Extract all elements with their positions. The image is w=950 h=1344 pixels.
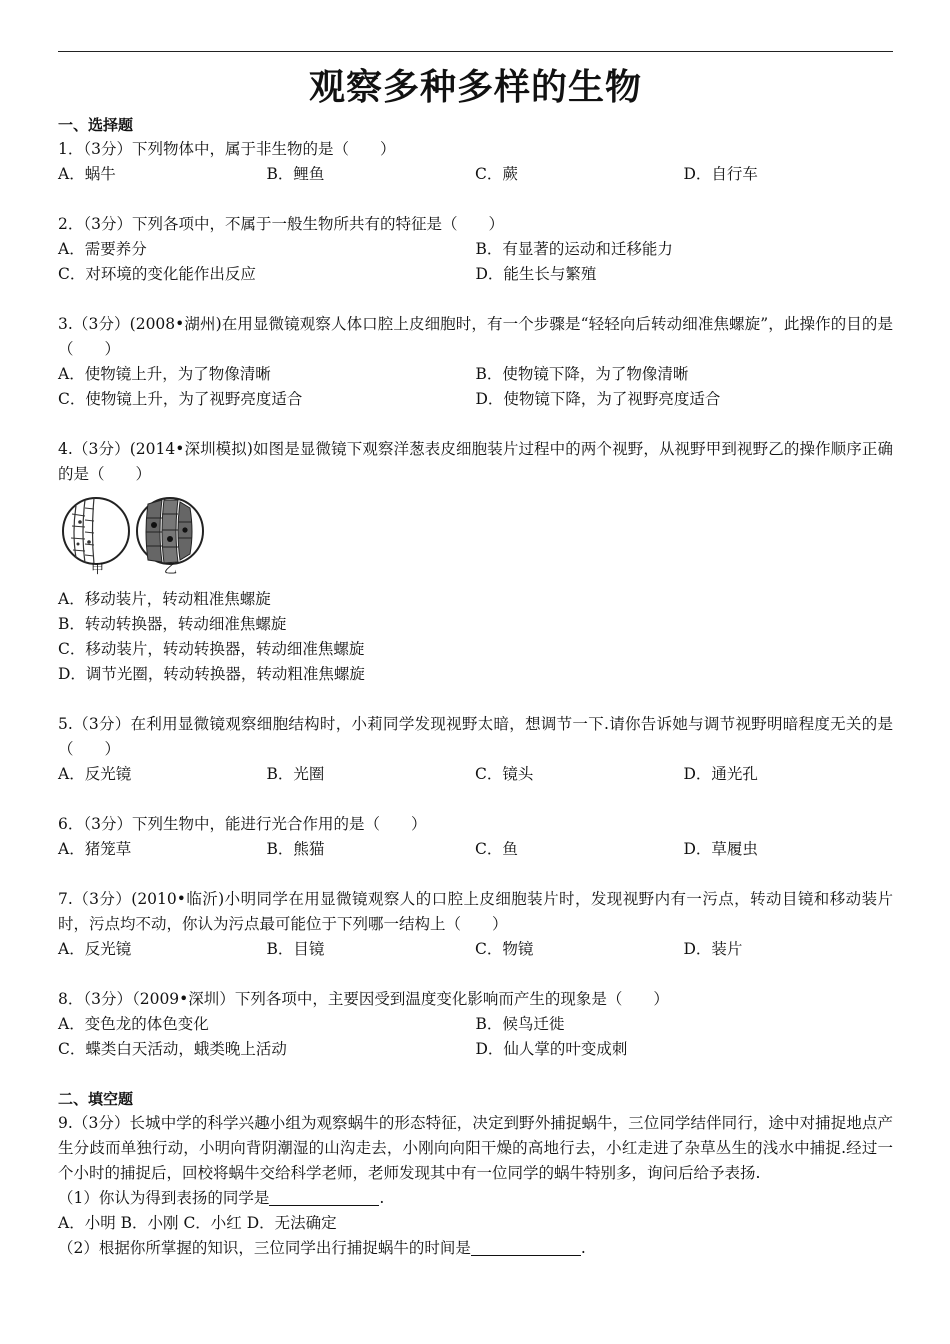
option-row [58, 387, 893, 412]
question-1 [58, 137, 893, 187]
option-b: B．有显著的运动和迁移能力 [475, 240, 673, 258]
question-3 [58, 312, 893, 412]
option-row [58, 237, 893, 262]
option-b: B．熊猫 [266, 840, 325, 858]
option-b: B．目镜 [266, 940, 325, 958]
option-c: C．对环境的变化能作出反应 [58, 265, 256, 283]
question-stem: 9.（3分）长城中学的科学兴趣小组为观察蜗牛的形态特征，决定到野外捕捉蜗牛，三位同学结伴同行，途中对捕捉地点产生分歧而单独行动，小明向背阴潮湿的山沟走去，小刚向向阳干燥的高地行去，小红走进了杂草丛生的浅水中捕捉.经过一个小时的捕捉后，回校将蜗牛交给科学老师，老师发现其中有一位同学的蜗牛特别多，询问后给予表扬. [58, 1114, 893, 1182]
option-c: C．鱼 [475, 840, 518, 858]
question-6 [58, 812, 893, 862]
option-a: A．需要养分 [58, 240, 147, 258]
option-c: C．蝶类白天活动，蛾类晚上活动 [58, 1040, 287, 1058]
option-d: D．装片 [683, 940, 743, 958]
question-2 [58, 212, 893, 287]
option-a: A．反光镜 [58, 765, 132, 783]
option-row [58, 1037, 893, 1062]
field-jia [63, 498, 129, 564]
answer-blank-1[interactable] [269, 1189, 379, 1206]
option-a: A．反光镜 [58, 940, 132, 958]
sub-question-1 [58, 1186, 893, 1211]
field-yi [137, 498, 203, 564]
sub-question-1-text: （1）你认为得到表扬的同学是 [58, 1189, 270, 1207]
option-d: D．通光孔 [683, 765, 758, 783]
option-c: C．物镜 [475, 940, 534, 958]
sub-question-2-text: （2）根据你所掌握的知识，三位同学出行捕捉蜗牛的时间是 [58, 1239, 471, 1257]
question-4 [58, 437, 893, 487]
option-a: A．蜗牛 [58, 165, 116, 183]
option-c: C．使物镜上升，为了视野亮度适合 [58, 390, 303, 408]
option-b: B．鲤鱼 [266, 165, 325, 183]
answer-blank-2[interactable] [471, 1239, 581, 1256]
option-d: D．调节光圈，转动转换器，转动粗准焦螺旋 [58, 665, 365, 683]
option-d: D．草履虫 [683, 840, 758, 858]
section-heading-fill: 二、填空题 [58, 1090, 134, 1108]
option-row [58, 837, 893, 862]
question-stem: 2．（3分）下列各项中，不属于一般生物所共有的特征是（ ） [58, 215, 504, 233]
section-heading-choice: 一、选择题 [58, 116, 134, 134]
option-a: A．变色龙的体色变化 [58, 1015, 209, 1033]
option-b: B．使物镜下降，为了物像清晰 [475, 365, 689, 383]
page-title: 观察多种多样的生物 [308, 67, 642, 108]
option-row [58, 162, 893, 187]
option-row [58, 262, 893, 287]
question-stem: 6．（3分）下列生物中，能进行光合作用的是（ ） [58, 815, 427, 833]
option-a: A．移动装片，转动粗准焦螺旋 [58, 590, 271, 608]
option-d: D．自行车 [683, 165, 758, 183]
option-a: A．使物镜上升，为了物像清晰 [58, 365, 271, 383]
header-rule [58, 51, 893, 52]
option-d: D．仙人掌的叶变成刺 [475, 1040, 628, 1058]
option-b: B．候鸟迁徙 [475, 1015, 565, 1033]
sub-question-1-options: A．小明 B．小刚 C．小红 D．无法确定 [58, 1214, 337, 1232]
sub-question-2 [58, 1236, 893, 1261]
question-stem: 4.（3分）(2014•深圳模拟)如图是显微镜下观察洋葱表皮细胞装片过程中的两个视野，从视野甲到视野乙的操作顺序正确的是（ ） [58, 440, 893, 483]
period: . [379, 1189, 385, 1207]
question-stem: 7.（3分）(2010•临沂)小明同学在用显微镜观察人的口腔上皮细胞装片时，发现视野内有一污点，转动目镜和移动装片时，污点均不动，你认为污点最可能位于下列哪一结构上（ ） [58, 890, 893, 933]
option-c: C．移动装片，转动转换器，转动细准焦螺旋 [58, 640, 365, 658]
question-stem: 3.（3分）(2008•湖州)在用显微镜观察人体口腔上皮细胞时，有一个步骤是“轻轻向后转动细准焦螺旋”，此操作的目的是（ ） [58, 315, 893, 358]
option-c: C．镜头 [475, 765, 534, 783]
option-d: D．能生长与繁殖 [475, 265, 597, 283]
microscope-fields-figure [58, 492, 208, 582]
question-8 [58, 987, 893, 1062]
question-stem: 5.（3分）在利用显微镜观察细胞结构时，小莉同学发现视野太暗，想调节一下.请你告诉她与调节视野明暗程度无关的是（ ） [58, 715, 893, 758]
figure-label-yi: 乙 [164, 562, 178, 577]
question-stem: 8．（3分）（2009•深圳）下列各项中，主要因受到温度变化影响而产生的现象是（ ） [58, 990, 669, 1008]
question-4-options [58, 587, 893, 687]
period: . [580, 1239, 586, 1257]
option-a: A．猪笼草 [58, 840, 132, 858]
option-c: C．蕨 [475, 165, 518, 183]
question-7 [58, 887, 893, 962]
question-5 [58, 712, 893, 787]
option-b: B．转动转换器，转动细准焦螺旋 [58, 615, 287, 633]
question-9 [58, 1111, 893, 1261]
option-row [58, 362, 893, 387]
option-row [58, 1012, 893, 1037]
question-stem: 1．（3分）下列物体中，属于非生物的是（ ） [58, 140, 396, 158]
figure-label-jia: 甲 [91, 562, 105, 577]
option-row [58, 762, 893, 787]
option-b: B．光圈 [266, 765, 325, 783]
option-d: D．使物镜下降，为了视野亮度适合 [475, 390, 721, 408]
option-row [58, 937, 893, 962]
